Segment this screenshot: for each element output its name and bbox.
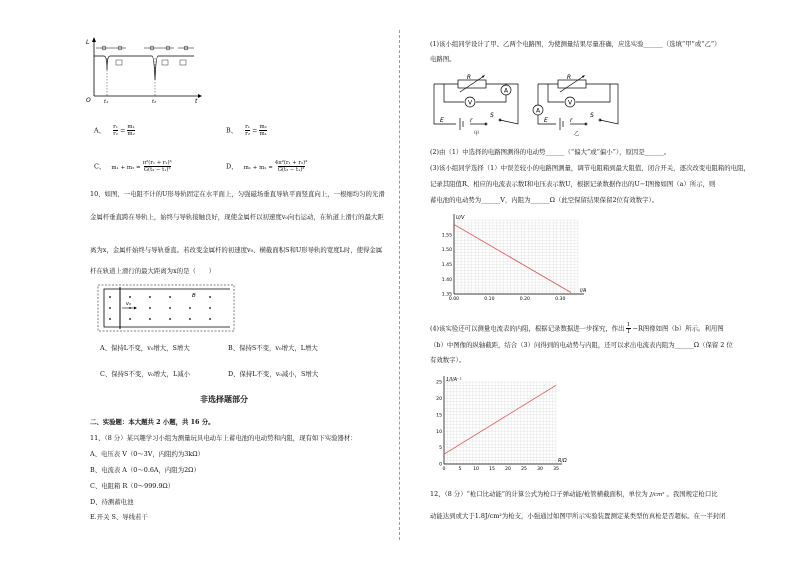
chart-a-y-tick: 1.40 — [441, 277, 452, 283]
field-dot — [109, 296, 111, 298]
chart-b-y-tick: 25 — [436, 380, 442, 386]
chart-a-y-label: U/V — [456, 216, 465, 221]
p4-frac-den: I — [627, 329, 630, 336]
field-dot — [109, 307, 111, 309]
circuit-yi — [530, 70, 622, 136]
p4-line3: 有效数字）。 — [430, 356, 466, 364]
q11-item-c: C、电阻箱 R（0～999.9Ω） — [90, 482, 175, 490]
chart-b-x-tick: 10 — [473, 467, 479, 472]
right-column — [400, 0, 800, 566]
chart-b-x-tick: 15 — [489, 467, 495, 472]
yi-e-label: E — [544, 117, 548, 124]
q10-line1: 10、如图，一电阻不计的U形导轨固定在水平面上，匀强磁场垂直导轨平面竖直向上，一根细均匀的光滑 — [90, 190, 385, 198]
field-dot — [209, 318, 211, 320]
p2-text: (2)由（1）中选择的电路图测得的电动势______（“偏大”或“偏小”），原因是______。 — [430, 148, 671, 156]
chart-b-x-tick: 35 — [553, 467, 559, 472]
p4-line1a: (4)该实验还可以测量电流表的内阻，根据记录数据进一步探究，作出 — [430, 324, 625, 333]
option-b: B、 $\frac{\text{r₁}}{\text{r₂}} = \frac{\text{m₂}}{\text{m₁}}$ — [226, 124, 267, 138]
chart-a-x-label: I/A — [580, 289, 587, 294]
chart-b-y-tick: 20 — [436, 397, 442, 402]
p3-line3: 蓄电池的电动势为______V，内阻为______Ω（此空保留结果保留2位有效数字）。 — [430, 196, 659, 204]
q11-item-b: B、电流表 A（0～0.6A，内阻为2Ω） — [90, 466, 200, 474]
graph-t2: t₂ — [152, 99, 156, 105]
jia-r-label: r — [470, 117, 473, 124]
jia-caption: 甲 — [474, 131, 480, 136]
section-title: 非选择题部分 — [200, 394, 248, 404]
graph-origin: O — [86, 97, 91, 104]
chart-a-x-tick: 0.10 — [484, 297, 495, 302]
field-dot — [129, 318, 131, 320]
chart-a-y-tick: 1.45 — [441, 263, 452, 268]
field-dot — [129, 307, 131, 309]
field-dot — [169, 307, 171, 309]
p3-line2: 记录其阻值R、相应的电流表示数I和电压表示数U，根据记录数据作出的U−I图像如图（a）所示，则 — [430, 180, 716, 188]
yi-ammeter-label: A — [535, 107, 541, 115]
p3-line1: (3)该小组同学选择（1）中误差较小的电路图测量，调节电阻箱到最大阻值，闭合开关，逐次改变电阻箱的电阻， — [430, 164, 750, 172]
field-dot — [189, 307, 191, 309]
p4-line1b: −R图像如图（b）所示。利用图 — [632, 324, 724, 333]
graph-t1: t₁ — [104, 99, 108, 105]
chart-b-x-tick: 0 — [442, 467, 446, 472]
q12-line2: 动能达到或大于1.8J/cm²为枪支，小强通过如图甲所示实验装置测定某类型仿真枪是否超标。在一半封闭 — [430, 512, 726, 520]
chart-b-y-label: 1/I/A⁻¹ — [446, 378, 462, 383]
chart-a-x-tick: 0.00 — [448, 297, 460, 302]
option-d: D、 $m_1 + m_2 = \frac{\text{4π²(r₁ + r₂)³}}{\text{G(t₂ − t₁)²}}$ — [226, 160, 308, 174]
p1-line2: 电路图。 — [430, 55, 456, 63]
experiment-header: 二、实验题：本大题共 2 小题，共 16 分。 — [90, 418, 215, 426]
chart-b-y-tick: 15 — [436, 413, 442, 419]
q10-option-d: D、保持L不变，v₀减小，S增大 — [228, 370, 319, 378]
q10-field-figure — [96, 283, 236, 333]
field-dot — [149, 307, 151, 309]
option-a: A、 $\frac{\text{r₁}}{\text{r₂}} = \frac{\text{m₁}}{\text{m₂}}$ — [94, 124, 135, 138]
p4-frac-num: 1 — [626, 322, 631, 328]
option-c: C、 $m_1 + m_2 = \frac{\text{π²(r₁ + r₂)³}}{\text{G(t₂ − t₁)²}}$ — [94, 160, 172, 174]
chart-b-y-tick: 10 — [436, 429, 442, 435]
chart-a-y-tick: 1.50 — [441, 248, 452, 254]
p4-line1 — [430, 322, 724, 335]
q10-line2: 金属杆垂直跨在导轨上，始终与导轨接触良好，现使金属杆以初速度v₀向右运动，在轨道上滑行的最大距 — [90, 213, 384, 221]
q12-line1 — [430, 490, 718, 499]
fig-b-label: B — [192, 293, 196, 299]
graph-axis-y: L — [86, 39, 90, 46]
q10-option-c: C、保持S不变，v₀增大，L减小 — [100, 370, 190, 378]
jia-e-label: E — [440, 117, 444, 124]
yi-s-label: S — [590, 112, 594, 119]
field-dot — [209, 307, 211, 309]
chart-a-y-tick: 1.55 — [441, 233, 452, 239]
field-dot — [149, 296, 151, 298]
field-dot — [129, 296, 131, 298]
q11-item-a: A、电压表 V（0～3V，内阻约为3kΩ） — [90, 450, 204, 458]
chart-b-x-label: R/Ω — [558, 459, 567, 464]
q11-item-d: D、待测蓄电池 — [90, 498, 134, 506]
chart-b-series-line — [444, 385, 556, 454]
graph-axis-x: t — [195, 98, 198, 105]
q10-line3: 离为x，金属杆始终与导轨垂直。若改变金属杆的初速度v₀、横截面积S和U形导轨的宽度L时，使得金属 — [90, 246, 383, 254]
chart-u-i — [432, 212, 592, 304]
field-dot — [209, 296, 211, 298]
circuit-jia — [430, 70, 522, 136]
yi-voltmeter-label: V — [567, 99, 573, 107]
jia-s-label: S — [490, 112, 494, 119]
q12-line1b: 。我国规定枪口比 — [666, 490, 718, 498]
fig-v0-label: v₀ — [126, 301, 131, 307]
q11-intro: 11、（8 分）某兴趣学习小组为测量玩具电动车上蓄电池的电动势和内阻，现有如下实验器材： — [90, 434, 357, 442]
jia-r-box-label: R — [466, 74, 472, 81]
p1-line1: (1)该小组同学设计了甲、乙两个电路图，为使测量结果尽量准确，应选实验______（选填“甲”或“乙”） — [430, 40, 721, 48]
chart-a-x-tick: 0.20 — [519, 297, 530, 302]
field-dot — [169, 296, 171, 298]
chart-b-y-tick: 0 — [439, 462, 442, 468]
chart-b-x-tick: 30 — [537, 467, 543, 472]
field-dot — [149, 318, 151, 320]
q12-line1a: 12、（8 分）“枪口比动能”的计算公式为枪口子弹动能/枪管横截面积，单位为 — [430, 490, 648, 498]
chart-inv-i-r — [428, 372, 578, 476]
chart-b-x-tick: 5 — [458, 467, 462, 472]
chart-b-x-tick: 25 — [521, 467, 527, 472]
jia-voltmeter-label: V — [467, 99, 473, 107]
q10-option-b: B、保持S不变，v₀增大，L增大 — [228, 344, 318, 352]
yi-r-label: r — [570, 117, 573, 124]
field-dot — [189, 318, 191, 320]
q10-option-a: A、保持L不变，v₀增大，S增大 — [100, 344, 190, 352]
field-dot — [169, 318, 171, 320]
yi-r-box-label: R — [566, 74, 572, 81]
chart-b-y-tick: 5 — [439, 446, 442, 452]
l-t-graph — [82, 34, 202, 106]
chart-a-y-tick: 1.35 — [441, 292, 452, 298]
q12-unit: J/cm² — [649, 492, 665, 498]
chart-b-x-tick: 20 — [505, 467, 511, 472]
chart-a-x-tick: 0.30 — [555, 297, 566, 302]
jia-ammeter-label: A — [503, 87, 509, 95]
field-dot — [109, 318, 111, 320]
q11-item-e: E.开关 S、导线若干 — [90, 513, 148, 521]
q10-line4: 杆在轨道上滑行的最大距离为x的是（ ） — [90, 267, 216, 275]
p4-line2: （b）中图像的纵轴截距，结合（3）问得到的电动势与内阻，还可以求出电流表内阻为______Ω（保留 2 位 — [430, 341, 733, 349]
yi-caption: 乙 — [574, 131, 580, 136]
